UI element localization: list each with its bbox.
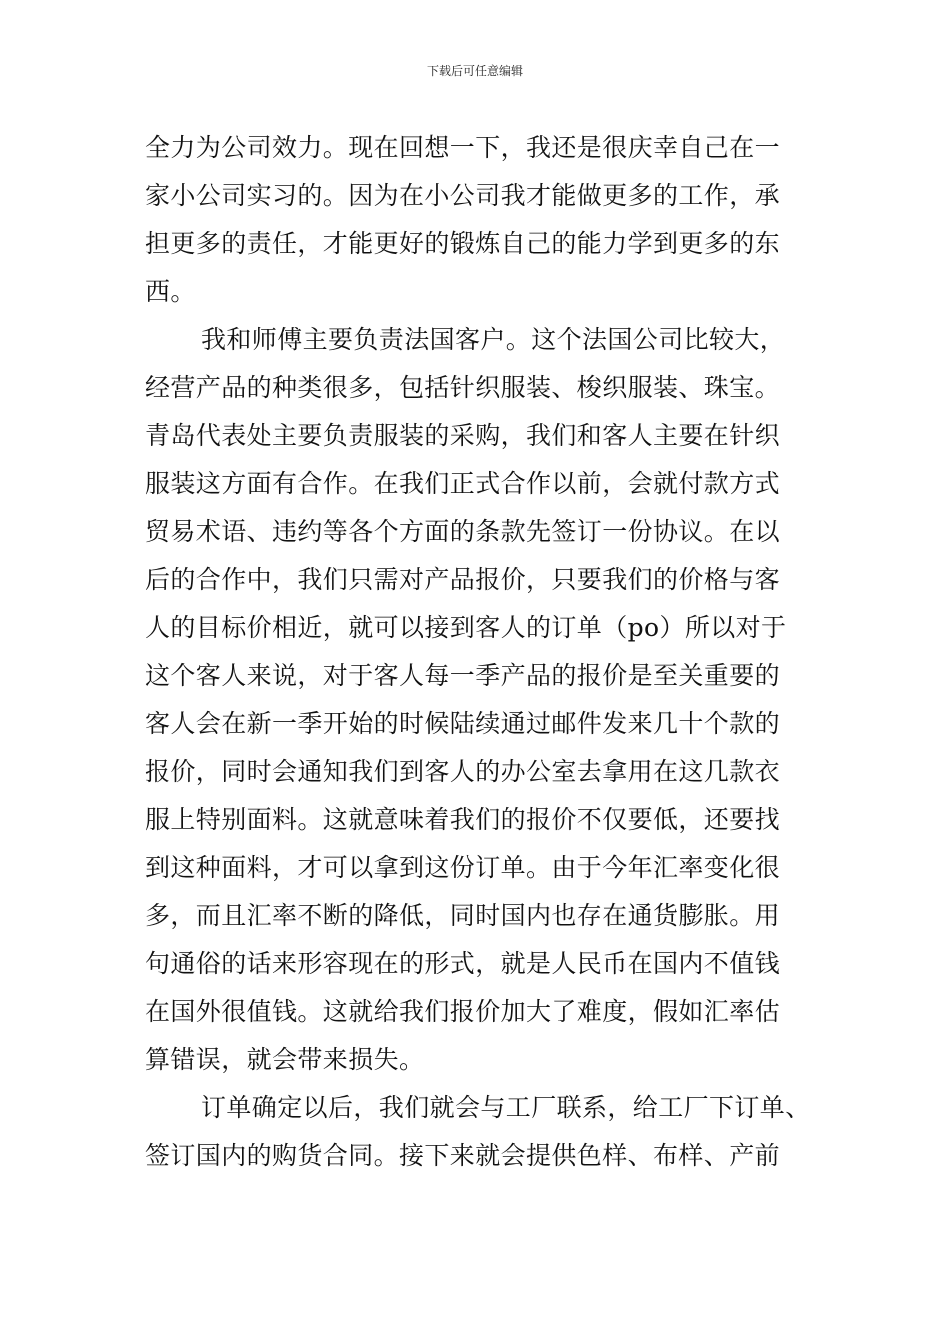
paragraph-2-line-2: 经营产品的种类很多，包括针织服装、梭织服装、珠宝。 (145, 373, 781, 402)
paragraph-2-line-3: 青岛代表处主要负责服装的采购，我们和客人主要在针织 (145, 421, 781, 450)
paragraph-3-line-2: 签订国内的购货合同。接下来就会提供色样、布样、产前 (145, 1141, 781, 1170)
paragraph-2-line-10: 报价，同时会通知我们到客人的办公室去拿用在这几款衣 (145, 757, 781, 786)
page-header: 下载后可任意编辑 (426, 64, 523, 78)
paragraph-2-line-11: 服上特别面料。这就意味着我们的报价不仅要低，还要找 (145, 805, 781, 834)
paragraph-2-line-14: 句通俗的话来形容现在的形式，就是人民币在国内不值钱 (145, 949, 781, 978)
paragraph-2-line-7: 人的目标价相近，就可以接到客人的订单（po）所以对于 (145, 613, 787, 642)
paragraph-2-line-9: 客人会在新一季开始的时候陆续通过邮件发来几十个款的 (145, 709, 781, 738)
paragraph-2-line-5: 贸易术语、违约等各个方面的条款先签订一份协议。在以 (145, 517, 781, 546)
paragraph-2-line-16: 算错误，就会带来损失。 (145, 1045, 425, 1074)
paragraph-2-line-1: 我和师傅主要负责法国客户。这个法国公司比较大， (201, 325, 786, 354)
paragraph-1-line-3: 担更多的责任，才能更好的锻炼自己的能力学到更多的东 (145, 229, 781, 258)
paragraph-2-line-15: 在国外很值钱。这就给我们报价加大了难度，假如汇率估 (145, 997, 781, 1026)
paragraph-2-line-6: 后的合作中，我们只需对产品报价，只要我们的价格与客 (145, 565, 781, 594)
document-body (145, 124, 815, 1180)
paragraph-2-line-8: 这个客人来说，对于客人每一季产品的报价是至关重要的 (145, 661, 781, 690)
paragraph-1-line-1: 全力为公司效力。现在回想一下，我还是很庆幸自己在一 (145, 133, 781, 162)
paragraph-1-line-4: 西。 (145, 277, 196, 306)
paragraph-2-line-12: 到这种面料，才可以拿到这份订单。由于今年汇率变化很 (145, 853, 781, 882)
paragraph-2-line-13: 多，而且汇率不断的降低，同时国内也存在通货膨胀。用 (145, 901, 781, 930)
paragraph-2-line-4: 服装这方面有合作。在我们正式合作以前，会就付款方式 (145, 469, 781, 498)
paragraph-1-line-2: 家小公司实习的。因为在小公司我才能做更多的工作，承 (145, 181, 781, 210)
paragraph-3-line-1: 订单确定以后，我们就会与工厂联系，给工厂下订单、 (201, 1093, 811, 1122)
